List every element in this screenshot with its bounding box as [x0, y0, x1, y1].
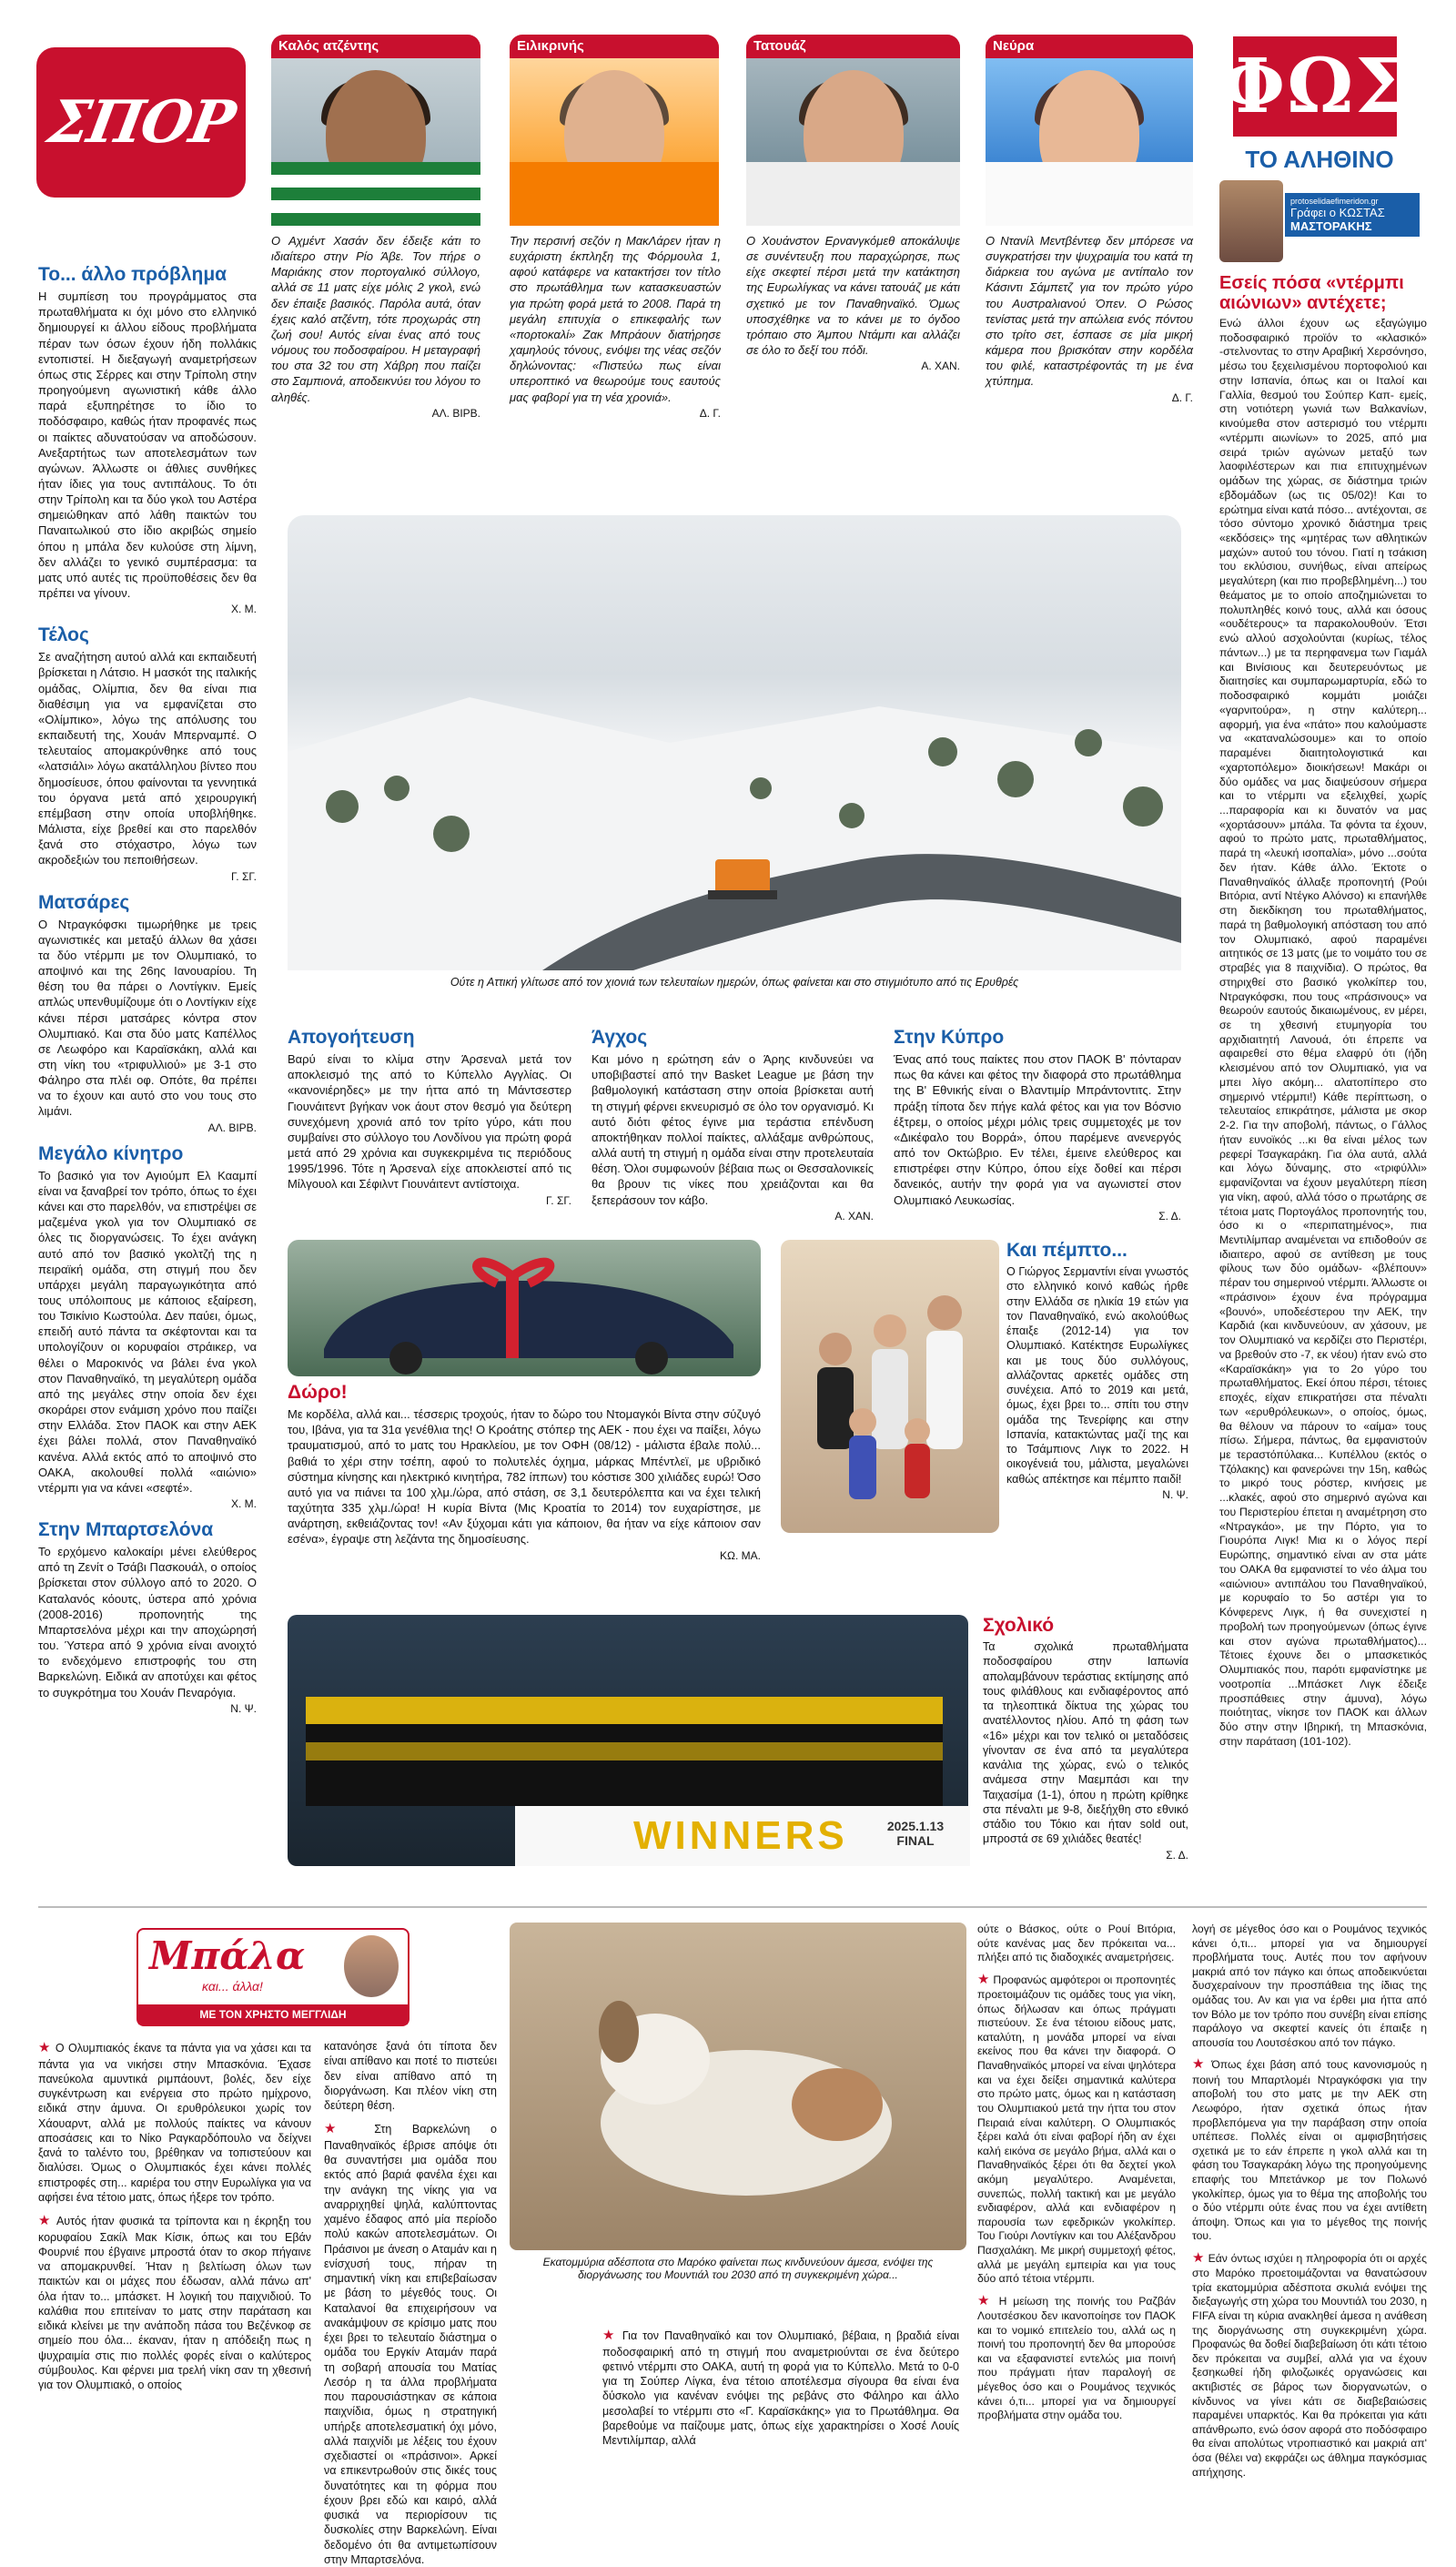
mid-article-2-sig: Α. ΧΑΝ.: [834, 1209, 874, 1223]
fifth-article: [1006, 1240, 1188, 1501]
section-logo: [36, 47, 246, 198]
portrait-photo-medvedev: [986, 35, 1193, 226]
left-article-5-body: Το ερχόμενο καλοκαίρι μένει ελεύθερος από τη Ζενίτ ο Τσάβι Πασκουάλ, ο οποίος βρίσκεται στον σύλλογο από το 2020. Ο Καταλανός κόουτς, ύστερα από χρόνια (2008-2016) προπονητής της Μπαρτσελόνα μέχρι και την αποχώρησή του. Ύστερα από 9 χρόνια είναι ανοιχτό το ενδεχόμενο επιστροφής του στη Βαρκελώνη. Ειδικά αν αποτύχει και φέτος το συγκρότημα του Χουάν Πεναρόγια.: [38, 1545, 257, 1699]
winners-banner-date: 2025.1.13 FINAL: [886, 1819, 945, 1848]
car-wheel-rear: [635, 1342, 668, 1375]
column-para-text: ούτε ο Βάσκος, ούτε ο Ρουί Βιτόρια, ούτε κανένας μας δεν πρόκειται να... πλήξει από τις διαδοχικές αναμετρήσεις.: [977, 1923, 1176, 1964]
column-para: [1192, 2249, 1427, 2480]
column-para: [602, 2327, 959, 2448]
column-col3: [602, 2327, 959, 2448]
mid-article-3-title: Στην Κύπρο: [894, 1027, 1005, 1048]
left-article-3: [38, 892, 257, 1134]
section-divider: [38, 1906, 1427, 1908]
portrait-sig-3: Α. ΧΑΝ.: [921, 360, 960, 373]
fos-logo-text: ΦΩΣ: [1219, 43, 1410, 130]
column-para: [38, 2039, 311, 2205]
column-para: [977, 2292, 1176, 2423]
column-para: [977, 1923, 1176, 1965]
left-article-1-title: Το... άλλο πρόβλημα: [38, 264, 228, 285]
star-icon: ★: [602, 2328, 617, 2343]
mid-article-2-body: Και μόνο η ερώτηση εάν ο Άρης κινδυνεύει να υποβιβαστεί από την Basket League με βάση την βαθμολογική κατάσταση στην οποία βρίσκεται αυτή τη στιγμή φέρνει εκνευρισμό σε όλο τον οργανισμό. Κι αυτό διότι φέτος έγινε μια τεράστια επένδυση αποκτήθηκαν πολλοί παίκτες, αλλάξαμε ανθρώπους, αλλά αυτή τη στιγμή η ομάδα είναι στην προτελευταία θέση. Όλοι συμφωνούν βέβαια πως οι Θεσσαλονικείς θα βρουν τις νίκες που χρειάζονται και θα ξεπεράσουν τον κάβο.: [592, 1052, 874, 1207]
left-article-2: [38, 624, 257, 882]
portrait-text-1: [271, 233, 480, 421]
snow-photo: [288, 515, 1181, 970]
team-photo: [288, 1615, 968, 1866]
portrait-text-3: [746, 233, 960, 374]
star-icon: ★: [324, 2121, 354, 2137]
portrait-photo-brown: [510, 35, 719, 226]
portrait-text-4: [986, 233, 1193, 405]
column-col4: [977, 1923, 1176, 2423]
dog-photo: [510, 1923, 966, 2250]
school-article: [983, 1615, 1188, 1862]
column-para: [1192, 2055, 1427, 2244]
family-photo: [781, 1240, 999, 1533]
shirt-shape: [986, 162, 1193, 226]
portrait-card-3: [746, 35, 960, 226]
portrait-text-2: [510, 233, 721, 421]
column-para-text: κατανόησε ξανά ότι τίποτα δεν είναι απίθανο και ποτέ το πιστεύει δεν είναι απίθανο από τη διοργάνωση. Και πλέον νίκη στη δεύτερη θέση.: [324, 2040, 497, 2112]
fos-subtitle: ΤΟ ΑΛΗΘΙΝΟ: [1245, 146, 1394, 173]
column-logo-sub: και... άλλα!: [202, 1979, 263, 1994]
fos-logo: [1219, 36, 1410, 137]
portrait-card-4: [986, 35, 1193, 226]
dog-patch: [792, 2068, 883, 2141]
left-article-3-title: Ματσάρες: [38, 891, 130, 913]
column-para: [38, 2212, 311, 2392]
portrait-body-3: Ο Χουάνστον Ερνανγκόμεθ αποκάλυψε σε συνέντευξη που παραχώρησε, πως είχε σκεφτεί πέρσι μετά την κατάκτηση της Ευρωλίγκας να κάνει τατουάζ με κάτι σχετικό με τον Παναθηναϊκό. Όμως υποσχέθηκε να το κάνει με το όγδοο τρόπαιο στο Άμπου Ντάμπι και αλλάζει σε όλο το δεξί του πόδι.: [746, 234, 960, 358]
mid-article-1: [288, 1027, 571, 1207]
left-article-3-sig: ΑΛ. ΒΙΡΒ.: [207, 1121, 257, 1134]
mid-article-1-body: Βαρύ είναι το κλίμα στην Άρσεναλ μετά τον αποκλεισμό της από το Κύπελλο Αγγλίας. Οι «κανονιέρηδες» με την ήττα από τη Μάντσεστερ Γιουνάιτεντ βγήκαν νοκ άουτ στον θεσμό για δεύτερη συνεχόμενη χρονιά από τον τρίτο γύρο, κάτι που συμβαίνει στο σύλλογο του Λονδίνου για πρώτη φορά μετά από 29 χρόνια και συγκεκριμένα τις περιόδους 1995/1996. Τότε η Άρσεναλ είχε αποκλειστεί από τις Μίλγουολ και Σέφιλντ Γιουνάιτεντ αντίστοιχα.: [288, 1052, 571, 1192]
portrait-sig-4: Δ. Γ.: [1171, 391, 1193, 404]
star-icon: ★: [977, 2292, 993, 2308]
portrait-label-3: Τατουάζ: [746, 35, 960, 58]
fifth-title: Και πέμπτο...: [1006, 1240, 1127, 1261]
left-article-2-title: Τέλος: [38, 624, 89, 646]
column-para-text: Αυτός ήταν φυσικά τα τρίποντα και η έκρηξη του κορυφαίου Σακίλ Μακ Κίσικ, όπως και του Εβάν Φουρνιέ που έβγαινε μπροστά όταν το σκορ πήγαινε να απομακρυνθεί. Ήταν η βελτίωση όλων των παικτών και οι μάχες που έδωσαν, αλλά πάνω απ' όλα ήταν το... μπάσκετ. Η λογική του παιχνιδιού. Το καλάθια που επιτείναν το ματς στην παράταση και ειδικά κλείνει με την ανάποδη πάσα του Βεζένκοφ σε σημείο που όλα... έκαναν, ήταν η απόδειξη πως η ψυχραιμία στις πιο πολλές φορές είναι ο καλύτερος σύμβουλος. Και φέρνει μια τρελή νίκη σαν τη χθεσινή για τον Ολυμπιακό, ο οποίος: [38, 2215, 311, 2391]
fifth-body: Ο Γιώργος Σερμαντίνι είναι γνωστός στο ελληνικό κοινό καθώς ήρθε στην Ελλάδα σε ηλικία 19 ετών για τον Παναθηναϊκό, ενώ ακολούθως έπαιξε (2012-14) για τον Ολυμπιακό. Κατέκτησε Ευρωλίγκες και με τους δύο συλλόγους, αλλάζοντας αρκετές ομάδες στη συνέχεια. Από το 2019 και μετά, όμως, έχει βρει το... σπίτι του στην ομάδα της Τενερίφης και στην Ισπανία, κατακτώντας μαζί της και το Τσάμπιονς Λιγκ το 2022. Η οικογένειά του, μάλιστα, μεγαλώνει καθώς απέκτησε και πέμπτο παιδί!: [1006, 1265, 1188, 1486]
school-title: Σχολικό: [983, 1615, 1055, 1636]
author-box: [1285, 193, 1420, 237]
fifth-sig: Ν. Ψ.: [1162, 1487, 1188, 1501]
snow-caption: Ούτε η Αττική γλίτωσε από τον χιονιά των τελευταίων ημερών, όπως φαίνεται και στο στιγμιότυπο από τις Ερυθρές: [450, 976, 1019, 989]
column-logo-text: Μπάλα: [149, 1933, 306, 1978]
left-article-4-body: Το βασικό για τον Αγιούμπ Ελ Κααμπί είναι να ξαναβρεί τον τρόπο, όπως το έχει κάνει και στο παρελθόν, να επιστρέψει σε μαζεμένα γκολ για τον Ολυμπιακό σε όλες τις διοργανώσεις. Το έχει ανάγκη αυτό από τον βασικό γκολτζή της η πειραϊκή ομάδα, στη στιγμή που δεν υπάρχει μεγάλη παραγωγικότητα από τους υπόλοιπους με κάποιος εξαίρεση, του Τσικίνιο Κωστούλα. Δεν παύει, όμως, επειδή αυτό πάντα τα σκέφτονται και τα υπολογίζουν οι κορυφαίοι στράικερ, να θέλει ο Μαροκινός να βάλει ένα γκολ στον Παναθηναϊκό, τη μεγαλύτερη ομάδα από της μεγάλες στην οποία δεν έχει σκοράρει στον ενάμιση χρόνο που παίζει στην Ελλάδα. Στον ΠΑΟΚ και στην ΑΕΚ έχει βάλει πολλά, στον Παναθηναϊκό κανένα. Αλλά εκτός από το αποψινό στο ΟΑΚΑ, ακολουθεί πολλά «αιώνιο» ντέρμπι για να κάνει «σεφτέ».: [38, 1168, 257, 1495]
gift-article: [288, 1382, 761, 1562]
left-article-4-title: Μεγάλο κίνητρο: [38, 1142, 184, 1164]
column-author-photo: [344, 1935, 399, 1997]
snowplow-blade: [708, 890, 777, 899]
dog-ear: [599, 2001, 639, 2063]
team-players: [306, 1697, 943, 1806]
mid-article-2-title: Άγχος: [592, 1027, 648, 1048]
portrait-label-2: Ειλικρινής: [510, 35, 719, 58]
mid-article-1-title: Απογοήτευση: [288, 1027, 415, 1048]
column-para: [977, 1971, 1176, 2287]
author-prefix: Γράφει ο ΚΩΣΤΑΣ: [1290, 206, 1385, 219]
car-wheel-front: [389, 1342, 422, 1375]
left-column: [38, 264, 257, 1715]
column-col1: [38, 2039, 311, 2392]
column-para-text: Όπως έχει βάση από τους κανονισμούς η ποινή του Μπαρτλομέι Ντραγκόφσκι για την αποβολή του στο ματς με την ΑΕΚ στη Λεωφόρο, ήταν σχετικά όπως ήταν προβλεπόμενα για την παράβαση στην οποία υπέπεσε. Πολλές είναι οι αμφισβητήσεις σχετικά με το εάν έπρεπε η γκολ αλλά και τη φάση του Τσαγκαράκη λόγω της προηγούμενης επαφής του Μπετάνκορ με τον Πολωνό γκολκίπερ, όμως για το θέμα της αποβολής του ο δύο ντέρμπι ούτε ένας που να έχει αντίθετη άποψη. Όπως και για το μέγεθος της ποινής του.: [1192, 2058, 1428, 2243]
column-para-text: Η μείωση της ποινής του Ραζβάν Λουτσέσκου δεν ικανοποίησε τον ΠΑΟΚ και το νομικό επιτελείο του, αλλά ως η ποινή του προπονητή δεν θα μπορούσε και να εξαφανιστεί εντελώς μια ποινή που πράγματι ήταν παραλογή σε μέγεθος όσο και ο Ρουμάνος τεχνικός κάνει ό,τι... μπορεί για να δημιουργεί προβλήματα στην ομάδα του.: [977, 2294, 1176, 2422]
school-body: Τα σχολικά πρωταθλήματα ποδοσφαίρου στην Ιαπωνία απολαμβάνουν τεράστιας εκτίμησης από τους φιλάθλους και ενδιαφέροντος από τα τηλεοπτικά δίκτυα της χώρας του ανατέλλοντος ηλίου. Από τη φάση των «16» μέχρι και τον τελικό οι μεταδόσεις γίνονταν σε ένα από τα μεγαλύτερα κανάλια της χώρας, ενώ ο τελικός ανάμεσα στην Μαεμπάσι και την Ταιχασίμα (1-1), όπου η πρώτη κρίθηκε στα πέναλτι με 9-8, διεξήχθη στο εθνικό στάδιο του Τόκιο και ήταν sold out, μπροστά σε 69 χιλιάδες θεατές!: [983, 1640, 1188, 1846]
column-para-text: Στη Βαρκελώνη ο Παναθηναϊκός έβρισε απόψε ότι θα συναντήσει μια ομάδα που εκτός από βαριά φανέλα έχει και την ανάγκη της νίκης για να αναρριχηθεί ψηλά, καλύπτοντας χαμένο έδαφος από μία περίοδο πολύ κακών αποτελεσμάτων. Οι Πράσινοι με άνεση ο Αταμάν και η ενίσχυσή τους, πήραν τη σημαντική νίκη και επιβεβαίωσαν με βάση το μέγεθός τους. Οι Καταλανοί θα επιχειρήσουν να ανακάμψουν σε κρίσιμο ματς που έχει βρει το τελευταίο διάστημα ο ομάδα του Εργκίν Αταμάν παρά τη σοβαρή απουσία του Ματίας Λεσόρ η τα άλλα προβλήματα που παρουσιάστηκαν σε κάποια παιχνίδια, όμως η στρατηγική υπήρξε αποτελεσματική όχι μόνο, αλλά παιχνίδι με λέξεις του έχουν σχεδιαστεί οι «πράσινοι». Αρκεί να επικεντρωθούν στις δικές τους δυνατότητες και τη φόρμα που έχουν βρει εδώ και καιρό, αλλά φυσικά να περιορίσουν τις δυσκολίες στην Βαρκελώνη. Είναι δεδομένο ότι θα αντιμετωπίσουν στην Μπαρτσελόνα.: [324, 2123, 497, 2566]
author-avatar: [1219, 180, 1283, 262]
portrait-body-1: Ο Αχμέντ Χασάν δεν έδειξε κάτι το ιδιαίτερο στην Ρίο Άβε. Τον πήρε ο Μαριάκης στον πορτογαλικό σύλλογο, αλλά σε 11 ματς είχε μόλις 2 γκολ, ενώ δεν έπαιξε βασικός. Παρόλα αυτά, όταν έχεις καλό ατζέντη, τότε προχωράς στη ζωή σου! Αυτός είναι ένας από τους νόμους του ποδοσφαίρου. Η μεταγραφή του στα 32 του στη Χάβρη που παίζει στο Σαμπιονά, αποδεικνύει του λόγου το αληθές.: [271, 234, 480, 404]
mid-article-2: [592, 1027, 874, 1223]
left-article-5-title: Στην Μπαρτσελόνα: [38, 1519, 214, 1540]
left-article-1: [38, 264, 257, 615]
team-svg: [288, 1615, 968, 1866]
column-col2: [324, 2039, 497, 2567]
shirt-shape: [746, 162, 960, 226]
portrait-sig-2: Δ. Γ.: [699, 406, 721, 420]
left-article-1-body: Η συμπίεση του προγράμματος στα πρωταθλήματα κι όχι μόνο στο ελληνικό δημιουργεί κι άλλου είδους προβλήματα πέραν των όσων έχουν ήδη πολλάκις εντοπιστεί. Η διεξαγωγή αναμετρήσεων όπως στις Σέρρες και στην Τρίπολη στην προηγούμενη αγωνιστική κάθε άλλο παρά εξυπηρέτησε το ίδιο το ποδόσφαιρο, καθώς ήταν προφανές πως οι παίκτες αδυνατούσαν να αποδώσουν. Ανεξαρτήτως των αποτελεσμάτων των αγώνων. Άλλωστε οι άθλιες συνθήκες ήταν ίδιες για τους αντιπάλους. Το ότι στην Τρίπολη και τα δύο γκολ του Αστέρα σημειώθηκαν από λάθη παικτών του Παναιτωλικού στο ίδιο ακριβώς σημείο όπου η μπάλα δεν κυλούσε στη λίμνη, δεν αλλάζει το γενικό συμπέρασμα: τα ματς υπό αυτές τις προϋποθέσεις δεν θα πρέπει να γίνουν.: [38, 289, 257, 601]
column-logo: [136, 1928, 410, 2026]
author-name: ΜΑΣΤΟΡΑΚΗΣ: [1290, 219, 1372, 233]
left-article-4-sig: Χ. Μ.: [230, 1497, 257, 1510]
author-site: protoselidaefimeridon.gr: [1290, 197, 1379, 206]
portrait-body-2: Την περσινή σεζόν η ΜακΛάρεν ήταν η ευχάριστη έκπληξη της Φόρμουλα 1, αφού κατάφερε να κατακτήσει τον τίτλο στο πρωτάθλημα των κατασκευαστών για πρώτη φορά μετά το 2008. Παρά τη μεγάλη επιτυχία ο επικεφαλής των «πορτοκαλί» Ζακ Μπράουν διατήρησε χαμηλούς τόνους, ενόψει της νέας σεζόν δηλώνοντας: «Πιστεύω πως είναι υπεροπτικό να θεωρούμε τους εαυτούς μας φαβορί για τη νέα χρονιά».: [510, 234, 721, 404]
left-article-4: [38, 1143, 257, 1510]
star-icon: ★: [977, 1971, 990, 1987]
car-photo: [288, 1240, 761, 1376]
shirt-shape: [510, 162, 719, 226]
ribbon-vertical: [506, 1276, 519, 1358]
winners-banner-text: WINNERS: [633, 1813, 848, 1858]
column-para-text: Προφανώς αμφότεροι οι προπονητές προετοιμάζουν τις ομάδες τους για νίκη, όπως δήλωσαν και όπως πράγματι πιστεύουν. Σε ένα τέτοιου είδους ματς, καταλύτη, η μονάδα μπορεί να είναι εκείνος που θα κάνει την διαφορά. Ο Παναθηναϊκός μπορεί να είναι ψηλότερα και να έχει δείξει σημαντικά καλύτερα στο πρώτο ματς, όμως και η κατάσταση του Ολυμπιακού μετά την ήττα του στον Πειραιά είναι καλύτερη. Ο Ολυμπιακός ξέρει καλά ότι είναι φαβορί ήδη αν έχει καλή εικόνα σε μεγάλο βήμα, αλλά και ο Παναθηναϊκός ξέρει ότι θα δεχτεί γκολ ακόμη μεγαλύτερο. Αναμένεται, συνεπώς, πολλή τακτική και με μεγάλο ενδιαφέρον, αλλά και ενδιαφέρον η παρουσία των εφεδρικών γκολκίπερ. Του Γιούρι Λοντίγκιν και του Αλέξανδρου Πασχαλάκη. Με μικρή συμμετοχή φέτος, αλλά με μεγάλη εμπειρία και για τους δύο από τέτοια ντέρμπι.: [977, 1973, 1177, 2286]
star-icon: ★: [1192, 2056, 1207, 2073]
gift-sig: ΚΩ. ΜΑ.: [720, 1548, 761, 1562]
left-article-2-body: Σε αναζήτηση αυτού αλλά και εκπαιδευτή βρίσκεται η Λάτσιο. Η μασκότ της ιταλικής ομάδας, Ολίμπια, δεν θα είναι πια διαθέσιμη για να εμφανίζεται στο «Ολίμπικο», λόγω της απόλυσης του εκπαιδευτή της, Χουάν Μπερναμπέ. Ο τελευταίος απομακρύνθηκε από τους «λατσιάλι» λόγω ακατάλληλου βίντεο που δημοσίευσε, όπου φαίνονται τα γεννητικά του όργανα μετά από χειρουργική επέμβαση στην οποία υποβλήθηκε. Μάλιστα, είχε βρεθεί και στο παρελθόν ξανά στο στόχαστρο, λόγω των ακροδεξιών του πεποιθήσεων.: [38, 650, 257, 868]
dog-svg: [510, 1923, 966, 2250]
section-title: ΣΠΟΡ: [43, 88, 239, 157]
portrait-card-2: [510, 35, 719, 226]
mid-article-3-sig: Σ. Δ.: [1158, 1209, 1181, 1223]
portrait-card-1: [271, 35, 480, 226]
portrait-label-1: Καλός ατζέντης: [271, 35, 480, 58]
dog-caption: Εκατομμύρια αδέσποτα στο Μαρόκο φαίνεται πως κινδυνεύουν άμεσα, ενόψει της διοργάνωσης του Μουντιάλ του 2030 από τη συγκεκριμένη χώρα...: [542, 2256, 934, 2281]
family-members: [817, 1295, 963, 1499]
gift-title: Δώρο!: [288, 1382, 348, 1403]
snow-scene-svg: [288, 515, 1181, 970]
column-para-text: Εάν όντως ισχύει η πληροφορία ότι οι αρχές στο Μαρόκο προετοιμάζονται να θανατώσουν τρία εκατομμύρια αδέσποτα σκυλιά ενόψει της διεξαγωγής στη χώρα του Μουντιάλ του 2030, η FIFA είναι τη κύρια ανακληθεί άμεσα η ανάθεση της διοργάνωσης στη συγκεκριμένη χώρα. Προφανώς θα δοθεί διαβεβαίωση ότι κάτι τέτοιο δεν πρόκειται να συμβεί, αλλά για να έχουν ξεσηκωθεί ήδη φιλοζωικές οργανώσεις και ακτιβιστές σε βάρος των διοργανωτών, ο κίνδυνος να γίνει κάτι σε διαβεβαιώσεις παραμένει υπαρκτός. Και θα πρόκειται για κάτι απάνθρωπο, ενώ όσον αφορά στο ποδόσφαιρο θα είναι απολύτως ντροπιαστικό και μακριά απ' όσα (θέλει να) εκφράζει ως άθλημα παγκόσμιας απήχησης.: [1192, 2251, 1427, 2479]
column-byline: ΜΕ ΤΟΝ ΧΡΗΣΤΟ ΜΕΓΓΛΙΔΗ: [138, 2004, 408, 2024]
car-body: [324, 1281, 733, 1358]
left-article-5-sig: Ν. Ψ.: [230, 1701, 257, 1715]
mid-article-1-sig: Γ. ΣΓ.: [545, 1193, 571, 1207]
column-para: [1192, 1923, 1427, 2050]
star-icon: ★: [38, 2213, 53, 2228]
portrait-photo-hassan: [271, 35, 480, 226]
mid-article-3-body: Ένας από τους παίκτες που στον ΠΑΟΚ Β' πόνταραν πως θα κάνει και φέτος την διαφορά στο πρωτάθλημα της Β' Εθνικής είναι ο Βλαντιμίρ Μπράντοντιτς. Στην πράξη τίποτα δεν πήγε καλά φέτος και για τον Βόσνιο έξτρεμ, ο οποίος μέχρι μόλις τρεις συμμετοχές με τον «Δικέφαλο του Βορρά», όπου παρέμενε ανενεργός από τον Οκτώβριο. Εν τέλει, έμεινε ελεύθερος και επιστρέφει στην Κύπρο, όπου είχε δοθεί και πέρσι δανεικός, αυτήν την φορά για να αγωνιστεί στον Ολυμπιακό Λευκωσίας.: [894, 1052, 1181, 1207]
portrait-photo-hernangomez: [746, 35, 960, 226]
gift-body: Με κορδέλα, αλλά και... τέσσερις τροχούς, ήταν το δώρο του Ντομαγκόι Βίντα στην σύζυγό του, Ιβάνα, για τα 31α γενέθλια της! Ο Κροάτης στόπερ της ΑΕΚ - που έχει να παίξει, λόγω τραυματισμού, από το ματς του Ηρακλείου, με τον ΟΦΗ (08/12) - μάλιστα έβαλε πολύ... βαθιά το χέρι στην τσέπη, αφού το πολυτελές όχημα, μάρκας Μπέντλεϊ, με υβριδικό σύστημα κίνησης και ηλεκτρικό κινητήρα, 782 ίππων) του κόστισε 300 χιλιάδες ευρώ! Όσο αυτό για να πιάνει τα 100 χλμ./ώρα, από στάση, σε 3,1 δευτερόλεπτα και να έχει τελική ταχύτητα 335 χλμ./ώρα! Η κυρία Βίντα (Μις Κροατία το 2014) τον ευχαρίστησε, με ανάρτηση, εκθειάζοντας τον! «Αν ξύχομαι κάτι για κάποιον, θα ήταν να είχε κάποιον σαν εσένα», έγραψε στη λεζάντα της δημοσίευσης.: [288, 1407, 761, 1547]
shirt-shape: [271, 162, 480, 226]
right-article: [1219, 273, 1427, 1749]
column-para: [324, 2120, 497, 2567]
portrait-label-4: Νεύρα: [986, 35, 1193, 58]
column-col5: [1192, 1923, 1427, 2480]
portrait-sig-1: ΑΛ. ΒΙΡΒ.: [431, 406, 480, 420]
star-icon: ★: [1192, 2249, 1205, 2266]
column-para-text: Ο Ολυμπιακός έκανε τα πάντα για να χάσει και τα πάντα για να νικήσει στην Μπασκόνια. Έχασε πανεύκολα αμυντικά ριμπάουντ, βολές, δεν είχε συγκέντρωση και ενέργεια στο πρώτο ημίχρονο, ειδικά στην άμυνα. Οι ερυθρόλευκοι χωρίς τον Χάουαρντ, αλλά με πολλούς παίκτες να κάνουν αποσάσεις και το Νίκο Ραγκαρδόπουλο να δείχνει ξανά το ταλέντο του, βρέθηκαν να τοπιστεύουν και διαλύσει. Όμως ο Ολυμπιακός έχει κάνει πολλές επιστροφές στη... καριέρα του στην Ευρωλίγκα για να αφήσει ένα τέτοιο ματς, όπως ήξερε τον τρόπο.: [38, 2042, 311, 2204]
right-article-body: Ενώ άλλοι έχουν ως εξαγώγιμο ποδοσφαιρικό προϊόν το «κλασικό» -στελνοντας το στην Αραβική Χερσόνησο, μέσω του ξεχειλισμένου πορτοφολιού και στην Ισπανία, όπως και οι Ιταλοί και Γαλλία, θεσμού του Σούπερ Καπ- εμείς, στη νοτιότερη γωνιά των Βαλκανίων, κινούμεθα στον αστερισμό του ντέρμπι «ντέρμπι αιωνίων» το 2025, από μια σειρά τριών αγώνων μεταξύ των λαοφιλέστερων και πια επιτυχημένων ομάδων της χώρας, σε διάστημα τριών εβδομάδων (ως τις 05/02)! Και το ερώτημα είναι κατά πόσο... αντέχονται, σε τόσο σύντομο χρονικό διάστημα τρεις «εκδόσεις» της «μητέρας των αθλητικών μαχών» αυτού του τόνου. Γιατί η τσάκιση του εκλύσιου, συνήθως, είναι απείρως μεγαλύτερη (και πιο προβεβλημένη...) του θεάματος με το οποίο αποζημιώνεται το πολυπληθές κοινό τους, αλλά και όσους «ουδέτερους» τα παρακολουθούν. Έτσι ενώ αλλού ασχολούνται (κυρίως, τέλος πάντων...) με τα περηφανεμα των Γιαμάλ και Βινίσιους και δευτερευόντως με διαιτησίες και συμπαρωμαρτυρία, εδώ το ποδοσφαιρικό κομμάτι μοιάζει «γαρνιτούρα», η στην καλύτερη... αφορμή, για ένα «πάτο» που καλούμαστε να «καταναλώσουμε» και το οποίο παραμένει διαιτητολογιστικά και «χαρτοπόλεμο» διοικήσεων! Μακάρι οι δύο ομάδες να μας διαψεύσουν σήμερα και το ντέρμπι να εξελιχθεί, χωρίς ...παραφορία και κι δυνατόν να μας «χορτάσουν» μπάλα. Τα φόντα τα έχουν, αφού το πρώτο ματς, πρωταθλήματος, παρά τη «λευκή ισοπαλία», μόνο ...σούτα δεν ήταν. Κάθε άλλο. Έκτοτε ο Παναθηναϊκός άλλαξε προπονητή (Ρούι Βιτόρια, αντί Ντέγκο Αλόνσο) κι επανήλθε στη διεκδίκηση του πρωταθλήματος, παρά τη βαθμολογική απόσταση του από τον Ολυμπιακό, αφού παραμένει αιτητικός σε 13 ματς (με το νοιμάτο του σε στραβές για 8 παιχνίδια). Ο πρώτος, θα στηριχθεί στο βασικό γκολκίπερ του, Ντραγκόφσκι, που τους «πράσινους» να θεωρούν εαυτούς δικαιωμένους, εν μέρει, σε τη χθεσινή ετυμηγορία του αρχιδιαιτητή Λανουά, ότι έπρεπε να αφαιρεθεί στο θέμα ελαφρύ ότι (ήδη κλεισμένου από τον Ολυμπιακό, για να μπει λίγο ακόμη... αλατοπίπερο στο σημερινό ντέρμπι!) Κάθε περίπτωση, ο τελευταίος επικράτησε, μάλιστα με σκορ 2-2. Για την αποβολή, πάντως, ο Γάλλος ήταν ευνοϊκός ...κι θα είναι μέλος των ρεφερί Τσαγκαράκη. Για όλα αυτά, αλλά και λόγω δύναμης, στο «τριφύλλι» εμφανίζονται να έχουν μεγαλύτερη πίεση για νίκη, αφού, αλλά τόσο ο πρωτάρης σε τέτοια ματς Πορτογάλος προπονητής του, όσο κι ο «περιπατημένος», πια Μεντιλίμπαρ αναμένεται να επιδοθούν σε ιδιαιτερο, αφού σε αντίθεση με τους φίλους των δύο ομάδων- «βλέπουν» πέραν του σημερινού ντέρμπι. Άλλωστε οι «πράσινοι» έχουν ένα πρόγραμμα «βουνό», υποδεέστερου την ΑΕΚ, την Καρδιά (και κινδυνεύουν, αν χάσουν, με τον Ολυμπιακό να κερδίζει στο Περιστέρι, να βρεθούν στο -7, εκ νέου) ήταν ενώ στο «Καραϊσκάκη» για το 2ο γύρο του πρωταθλήματος. Εκεί όπου πέρσι, τέτοιες εποχές, είχαν επικρατήσει στα πέναλτι των «ερυθρόλευκων», ο οποίος, όμως, θα θέλουν να πάρουν το «αίμα» τους πίσω. Σήμερα, πάντως, θα εμφανιστούν με τεραστόπύλακα... Κυπέλλου (εκτός ο Τζόλακης) και φανερώνει την 15η, καθώς το μικρό τους ρόστερ, κινήσεις με ...κλακές, αφού στο σημερινό αγώνα και του Περιστερίου έπεται η αναμέτρηση στο «Ντραγκάο», με την Πόρτο, για το Γιουρόπα Λιγκ! Μια κι ο λόγος περί Ευρώπης, σημαντικό είναι αν στα μάτε του ΟΑΚΑ θα εμφανιστεί το νέο άλμα του «αιώνιου» αντιπάλου του Παναθηναϊκού, με κορυφαίο το 5ο αστέρι για το Κόνφερενς Λιγκ, ή θα συνεχιστεί η προβολή των προηγούμενων (όπως έγινε και στον αγώνα πρωταθλήματος)... Τέτοιες έχουνε δει ο μπασκετικός Ολυμπιακός που, παρότι εμφανίστηκε με νοοτροπία ...Μπάσκετ Λιγκ έδειξε προσπάθειες στην άμυνα), λόγω ποιότητας, νίκησε τον ΠΑΟΚ και άλλων δύο στην στην Ιβηρική, τη Μπασκόνια, στην παράταση (101-102).: [1219, 317, 1427, 1748]
left-article-2-sig: Γ. ΣΓ.: [230, 869, 257, 883]
star-icon: ★: [38, 2040, 52, 2055]
car-svg: [288, 1240, 761, 1376]
portrait-body-4: Ο Ντανίλ Μεντβέντεφ δεν μπόρεσε να συγκρατήσει την ψυχραιμία του κατά τη διάρκεια του αγώνα με αντίπαλο τον Κάσιντι Σάμπετζ για τον πρώτο γύρο του Αυστραλιανού Όπεν. Ο Ρώσος τενίστας μετά την απώλεια ενός πόντου στο τρίτο σετ, έσπασε σε μία μικρή κάμερα που βρισκόταν στην κορδέλα του φιλέ, καταστρέφοντάς τη με ένα χτύπημα.: [986, 234, 1193, 389]
column-para-text: Για τον Παναθηναϊκό και τον Ολυμπιακό, βέβαια, η βραδιά είναι ποδοσφαιρική από τη στιγμή που αναμετριούνται σε ένα δεύτερο φετινό ντέρμπι στο ΟΑΚΑ, αυτή τη φορά για το Κύπελλο. Μετά το 0-0 για τη Σούπερ Λίγκα, ένα τέτοιο αποτέλεσμα σίγουρα θα είναι ένα δύσκολο για κανέναν ενόψει της ρεβάνς στο Φάληρο και άλλο μεσολαβεί το ντέρμπι στο «Γ. Καραϊσκάκης» για το Πρωτάθλημα. Θα βαρεθούμε να παίζουμε ματς, όπως είχε χαρακτηρίσει ο Χοσέ Λουίς Μεντιλίμπαρ, αλλά: [602, 2329, 959, 2447]
school-sig: Σ. Δ.: [1166, 1848, 1188, 1862]
right-article-title: Εσείς πόσα «ντέρμπι αιώνιων» αντέχετε;: [1219, 273, 1404, 313]
family-svg: [781, 1240, 999, 1533]
left-article-1-sig: Χ. Μ.: [230, 603, 257, 616]
left-article-5: [38, 1519, 257, 1715]
mid-article-3: [894, 1027, 1181, 1223]
column-para-text: λογή σε μέγεθος όσο και ο Ρουμάνος τεχνικός κάνει ό,τι... μπορεί για να δημιουργεί προβλήματα τους. Αυτές που τον αφήνουν μακριά από τον πάγκο και όπως αποδεικνύεται δυσχεραίνουν την προσπάθεια της ίδιας της ομάδας του. Αν και για να έρθει μια ήττα από τον Βόλο με τον τρόπο που συνέβη είναι επίσης παράλογο να σκεφτεί κανείς ότι έπαιξε η απουσία του Λουτσέσκου από τον πάγκο.: [1192, 1923, 1427, 2049]
left-article-3-body: Ο Ντραγκόφσκι τιμωρήθηκε με τρεις αγωνιστικές και μεταξύ άλλων θα χάσει τα δύο ντέρμπι με τον Ολυμπιακό, το αποψινό και της 26ης Ιανουαρίου. Τη θέση του θα πάρει ο Λοντίγκιν. Εμείς απλώς υπενθυμίζουμε ότι ο Λοντίγκιν είχε κάνει πέρσι ματσάρες κόντρα στον Ολυμπιακό. Και στα δύο ματς Καπέλλος σε Λεωφόρο και Καραϊσκάκη, αλλά και στη νίκη του «τριφυλλιού» με 3-1 στο Φάληρο στα πλέι οφ. Οπότε, θα πρέπει να το έχουν και αυτό στο νου τους στο λιμάνι.: [38, 917, 257, 1119]
column-para: [324, 2039, 497, 2113]
